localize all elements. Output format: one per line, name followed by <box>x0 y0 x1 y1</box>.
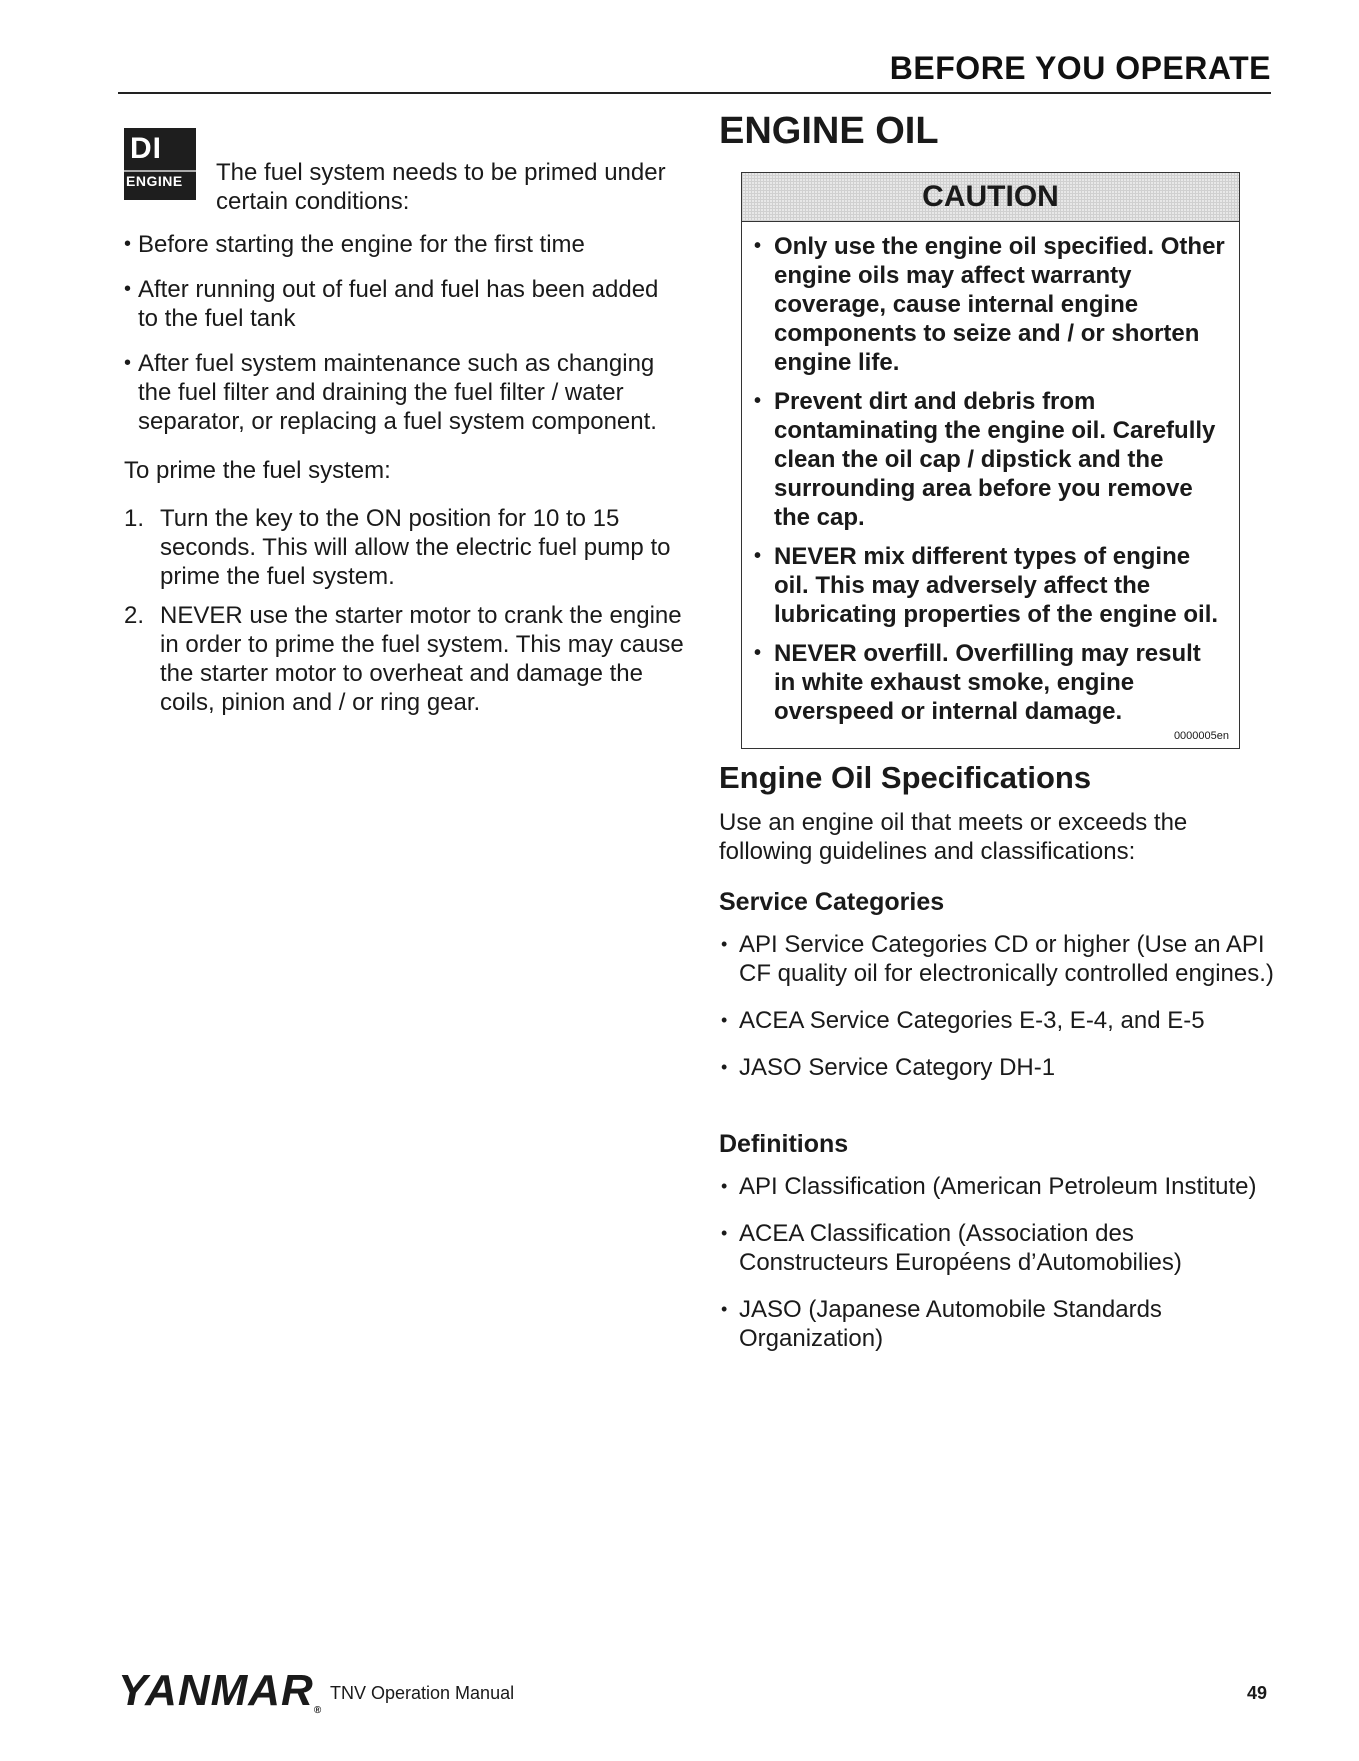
logo-text: YANMAR <box>118 1666 314 1715</box>
caution-code: 0000005en <box>1173 730 1229 742</box>
step-text: Turn the key to the ON position for 10 to 15 seconds. This will allow the electric fuel pump to prime the fuel system. <box>160 505 671 590</box>
specs-heading: Engine Oil Specifications <box>719 760 1092 795</box>
specs-intro: Use an engine oil that meets or exceeds the following guidelines and classifications: <box>719 809 1188 865</box>
list-item: • ACEA Classification (Association des Constructeurs Européens d’Automobilies) <box>719 1219 1279 1277</box>
list-item: • JASO Service Category DH-1 <box>719 1053 1279 1082</box>
header-rule <box>118 92 1271 94</box>
step-item <box>124 601 684 717</box>
priming-conditions <box>124 230 684 452</box>
list-item: • ACEA Service Categories E-3, E-4, and E-5 <box>719 1006 1279 1035</box>
step-item <box>124 504 684 591</box>
caution-item: • Only use the engine oil specified. Other engine oils may affect warranty coverage, cause internal engine components to seize and / or shorten engine life. <box>774 232 1225 377</box>
list-item: • JASO (Japanese Automobile Standards Organization) <box>719 1295 1279 1353</box>
list-item: • After running out of fuel and fuel has been added to the fuel tank <box>124 275 684 333</box>
caution-item: • Prevent dirt and debris from contaminating the engine oil. Carefully clean the oil cap / dipstick and the surrounding area before you remove the cap. <box>774 387 1225 532</box>
registered-mark: ® <box>313 1705 323 1716</box>
di-icon-label: DI <box>130 132 162 165</box>
right-column <box>719 108 1279 1352</box>
caution-list <box>742 222 1239 726</box>
service-categories-heading: Service Categories <box>719 888 945 916</box>
list-item: • After fuel system maintenance such as changing the fuel filter and draining the fuel filter / water separator, or replacing a fuel system component. <box>124 349 684 436</box>
priming-intro: The fuel system needs to be primed under certain conditions: <box>216 159 666 215</box>
list-item: • Before starting the engine for the first time <box>124 230 684 259</box>
list-item: • API Service Categories CD or higher (Use an API CF quality oil for electronically controlled engines.) <box>719 930 1279 988</box>
caution-item: • NEVER overfill. Overfilling may result in white exhaust smoke, engine overspeed or internal damage. <box>774 639 1225 726</box>
step-number: 1. <box>124 505 145 532</box>
caution-box <box>741 172 1240 749</box>
caution-label: CAUTION <box>742 173 1239 222</box>
priming-steps <box>124 504 684 727</box>
manual-title: TNV Operation Manual <box>330 1683 515 1703</box>
page-title: ENGINE OIL <box>719 110 939 152</box>
step-number: 2. <box>124 602 145 629</box>
definitions-list <box>719 1172 1279 1371</box>
caution-item: • NEVER mix different types of engine oil. This may adversely affect the lubricating properties of the engine oil. <box>774 542 1225 629</box>
prime-instructions-intro: To prime the fuel system: <box>124 457 391 484</box>
engine-icon-label: ENGINE <box>126 173 183 189</box>
yanmar-logo <box>118 1666 322 1716</box>
section-header: BEFORE YOU OPERATE <box>889 50 1271 86</box>
step-text: NEVER use the starter motor to crank the engine in order to prime the fuel system. This may cause the starter motor to overheat and damage the coils, pinion and / or ring gear. <box>160 602 684 716</box>
di-engine-icon <box>124 128 196 200</box>
list-item: • API Classification (American Petroleum Institute) <box>719 1172 1279 1201</box>
service-categories-list <box>719 930 1279 1100</box>
definitions-heading: Definitions <box>719 1130 849 1158</box>
page-number: 49 <box>1246 1683 1267 1703</box>
